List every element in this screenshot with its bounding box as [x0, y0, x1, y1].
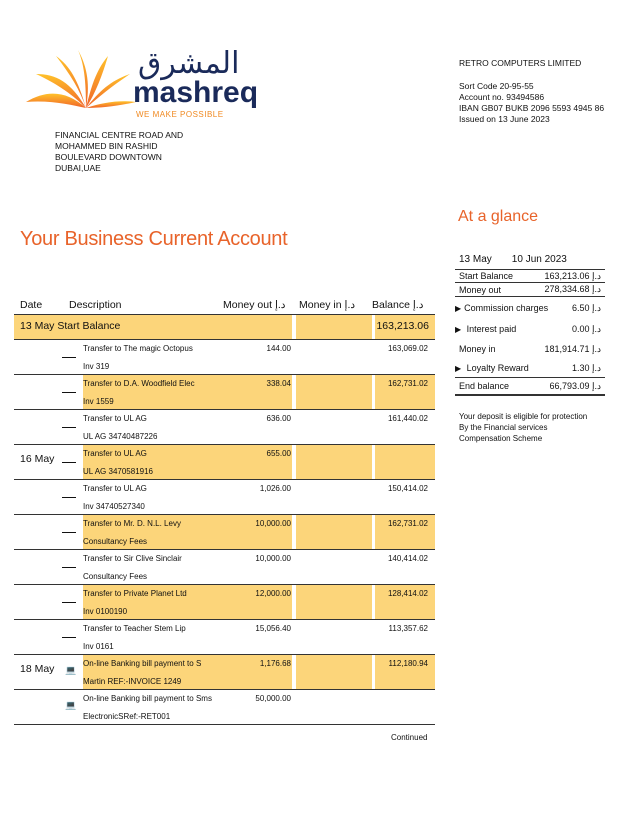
table-row — [14, 410, 435, 445]
glance-label: End balance — [459, 381, 510, 391]
table-row — [14, 655, 435, 690]
row-reference: Inv 319 — [83, 362, 110, 371]
row-description: Transfer to UL AG — [83, 484, 147, 493]
glance-end-balance — [455, 378, 605, 396]
row-description: On-line Banking bill payment to S — [83, 659, 202, 668]
glance-label: Commission charges — [464, 303, 549, 313]
row-marker — [62, 602, 76, 603]
table-header — [14, 296, 435, 315]
row-balance: 140,414.02 — [387, 554, 428, 563]
row-description: On-line Banking bill payment to Sms — [83, 694, 212, 703]
transaction-rows — [14, 340, 435, 725]
glance-money-in — [455, 339, 605, 359]
header-description: Description — [69, 299, 122, 311]
triangle-right-icon: ▶ — [455, 325, 462, 334]
note-line: Your deposit is eligible for protection — [459, 412, 588, 421]
glance-value: د.إ 6.50 — [571, 302, 601, 313]
row-marker — [62, 532, 76, 533]
row-money-out: 12,000.00 — [255, 589, 291, 598]
row-money-out: 1,176.68 — [259, 659, 291, 668]
computer-icon: 💻 — [65, 665, 77, 675]
address-line: BOULEVARD DOWNTOWN — [55, 152, 162, 162]
row-money-out: 144.00 — [266, 344, 291, 353]
row-description: Transfer to D.A. Woodfield Elec — [83, 379, 195, 388]
deposit-protection-note — [459, 411, 587, 444]
account-info — [459, 81, 604, 125]
computer-icon: 💻 — [65, 700, 77, 710]
glance-commission — [455, 297, 605, 319]
row-reference: Inv 0161 — [83, 642, 114, 651]
row-description: Transfer to Teacher Stem Lip — [83, 624, 186, 633]
glance-value: د.إ 66,793.09 — [549, 380, 601, 391]
row-description: Transfer to Mr. D. N.L. Levy — [83, 519, 181, 528]
transactions-table — [14, 296, 435, 725]
table-row — [14, 375, 435, 410]
table-row — [14, 515, 435, 550]
row-money-out: 50,000.00 — [255, 694, 291, 703]
row-reference: UL AG 3470581916 — [83, 467, 153, 476]
triangle-right-icon: ▶ — [455, 304, 462, 313]
row-description: Transfer to UL AG — [83, 414, 147, 423]
row-money-out: 655.00 — [266, 449, 291, 458]
row-balance: 150,414.02 — [387, 484, 428, 493]
row-marker — [62, 427, 76, 428]
glance-value: د.إ 181,914.71 — [544, 343, 601, 354]
glance-value: د.إ 1.30 — [571, 362, 601, 373]
table-row — [14, 585, 435, 620]
glance-start-balance — [455, 270, 605, 283]
glance-title: At a glance — [458, 208, 539, 225]
row-money-out: 10,000.00 — [255, 519, 291, 528]
triangle-right-icon: ▶ — [455, 364, 462, 373]
address-line: MOHAMMED BIN RASHID — [55, 141, 158, 151]
row-balance: 113,357.62 — [388, 624, 428, 633]
table-row — [14, 340, 435, 375]
row-reference: Consultancy Fees — [83, 572, 148, 581]
glance-label: Money out — [459, 284, 502, 295]
table-row — [14, 550, 435, 585]
row-reference: ElectronicSRef:-RET001 — [83, 712, 171, 721]
brand-tagline: WE MAKE POSSIBLE — [136, 110, 224, 119]
period-start: 13 May — [459, 254, 492, 265]
row-reference: UL AG 34740487226 — [83, 432, 158, 441]
header-money-out: Money out د.إ — [223, 299, 286, 311]
row-money-out: 636.00 — [266, 414, 291, 423]
row-marker — [62, 497, 76, 498]
issue-date: Issued on 13 June 2023 — [459, 114, 550, 124]
bank-address — [55, 130, 255, 174]
glance-money-out — [455, 283, 605, 297]
address-line: DUBAI,UAE — [55, 163, 101, 173]
mashreq-logo — [26, 46, 259, 126]
row-description: Transfer to Sir Clive Sinclair — [83, 554, 182, 563]
row-reference: Inv 1559 — [83, 397, 114, 406]
sort-code: Sort Code 20-95-55 — [459, 81, 534, 91]
row-reference: Consultancy Fees — [83, 537, 148, 546]
row-reference: Martin REF:-INVOICE 1249 — [83, 677, 182, 686]
note-line: Compensation Scheme — [459, 434, 543, 443]
row-money-out: 15,056.40 — [255, 624, 291, 633]
company-name: RETRO COMPUTERS LIMITED — [459, 58, 582, 68]
glance-value: د.إ 163,213.06 — [544, 270, 601, 281]
table-row — [14, 620, 435, 655]
glance-label: Loyalty Reward — [466, 363, 529, 373]
row-balance: 161,440.02 — [387, 414, 428, 423]
iban: IBAN GB07 BUKB 2096 5593 4945 86 — [459, 103, 605, 113]
start-balance-label: 13 May Start Balance — [20, 320, 121, 332]
table-row — [14, 690, 435, 725]
glance-value: د.إ 278,334.68 — [544, 284, 601, 294]
brand-arabic-name: المشرق — [138, 46, 240, 81]
row-date: 18 May — [20, 663, 55, 675]
row-balance: 112,180.94 — [388, 659, 428, 668]
row-balance: 128,414.02 — [387, 589, 428, 598]
row-balance: 163,069.02 — [387, 344, 428, 353]
header-balance: Balance د.إ — [372, 299, 424, 311]
row-marker — [62, 567, 76, 568]
glance-label: Interest paid — [466, 324, 517, 334]
glance-period — [455, 254, 605, 270]
address-line: FINANCIAL CENTRE ROAD AND — [55, 130, 184, 140]
row-money-out: 1,026.00 — [259, 484, 291, 493]
header-date: Date — [20, 299, 43, 311]
row-balance: 162,731.02 — [387, 379, 428, 388]
row-marker — [62, 462, 76, 463]
table-row — [14, 445, 435, 480]
row-marker — [62, 637, 76, 638]
row-money-out: 10,000.00 — [255, 554, 291, 563]
row-marker — [62, 392, 76, 393]
row-balance: 162,731.02 — [387, 519, 428, 528]
row-reference: Inv 34740527340 — [83, 502, 145, 511]
glance-loyalty — [455, 359, 605, 378]
glance-interest — [455, 319, 605, 339]
row-marker — [62, 357, 76, 358]
row-date: 16 May — [20, 453, 55, 465]
row-description: Transfer to Private Planet Ltd — [83, 589, 187, 598]
period-end: 10 Jun 2023 — [511, 254, 567, 265]
glance-label: Money in — [459, 344, 496, 354]
note-line: By the Financial services — [459, 423, 548, 432]
glance-value: د.إ 0.00 — [571, 323, 601, 334]
brand-name: mashreq — [133, 76, 259, 109]
table-row — [14, 480, 435, 515]
glance-label: Start Balance — [459, 271, 514, 281]
start-balance-row — [14, 315, 435, 340]
continued-label: Continued — [391, 733, 428, 742]
start-balance-value: 163,213.06 — [376, 320, 429, 332]
glance-panel — [455, 254, 605, 396]
row-money-out: 338.04 — [266, 379, 291, 388]
page-title: Your Business Current Account — [20, 228, 288, 250]
sun-rays-icon — [26, 50, 136, 126]
row-description: Transfer to UL AG — [83, 449, 147, 458]
row-description: Transfer to The magic Octopus — [83, 344, 193, 353]
header-money-in: Money in د.إ — [299, 299, 356, 311]
row-reference: Inv 0100190 — [83, 607, 128, 616]
account-number: Account no. 93494586 — [459, 92, 545, 102]
